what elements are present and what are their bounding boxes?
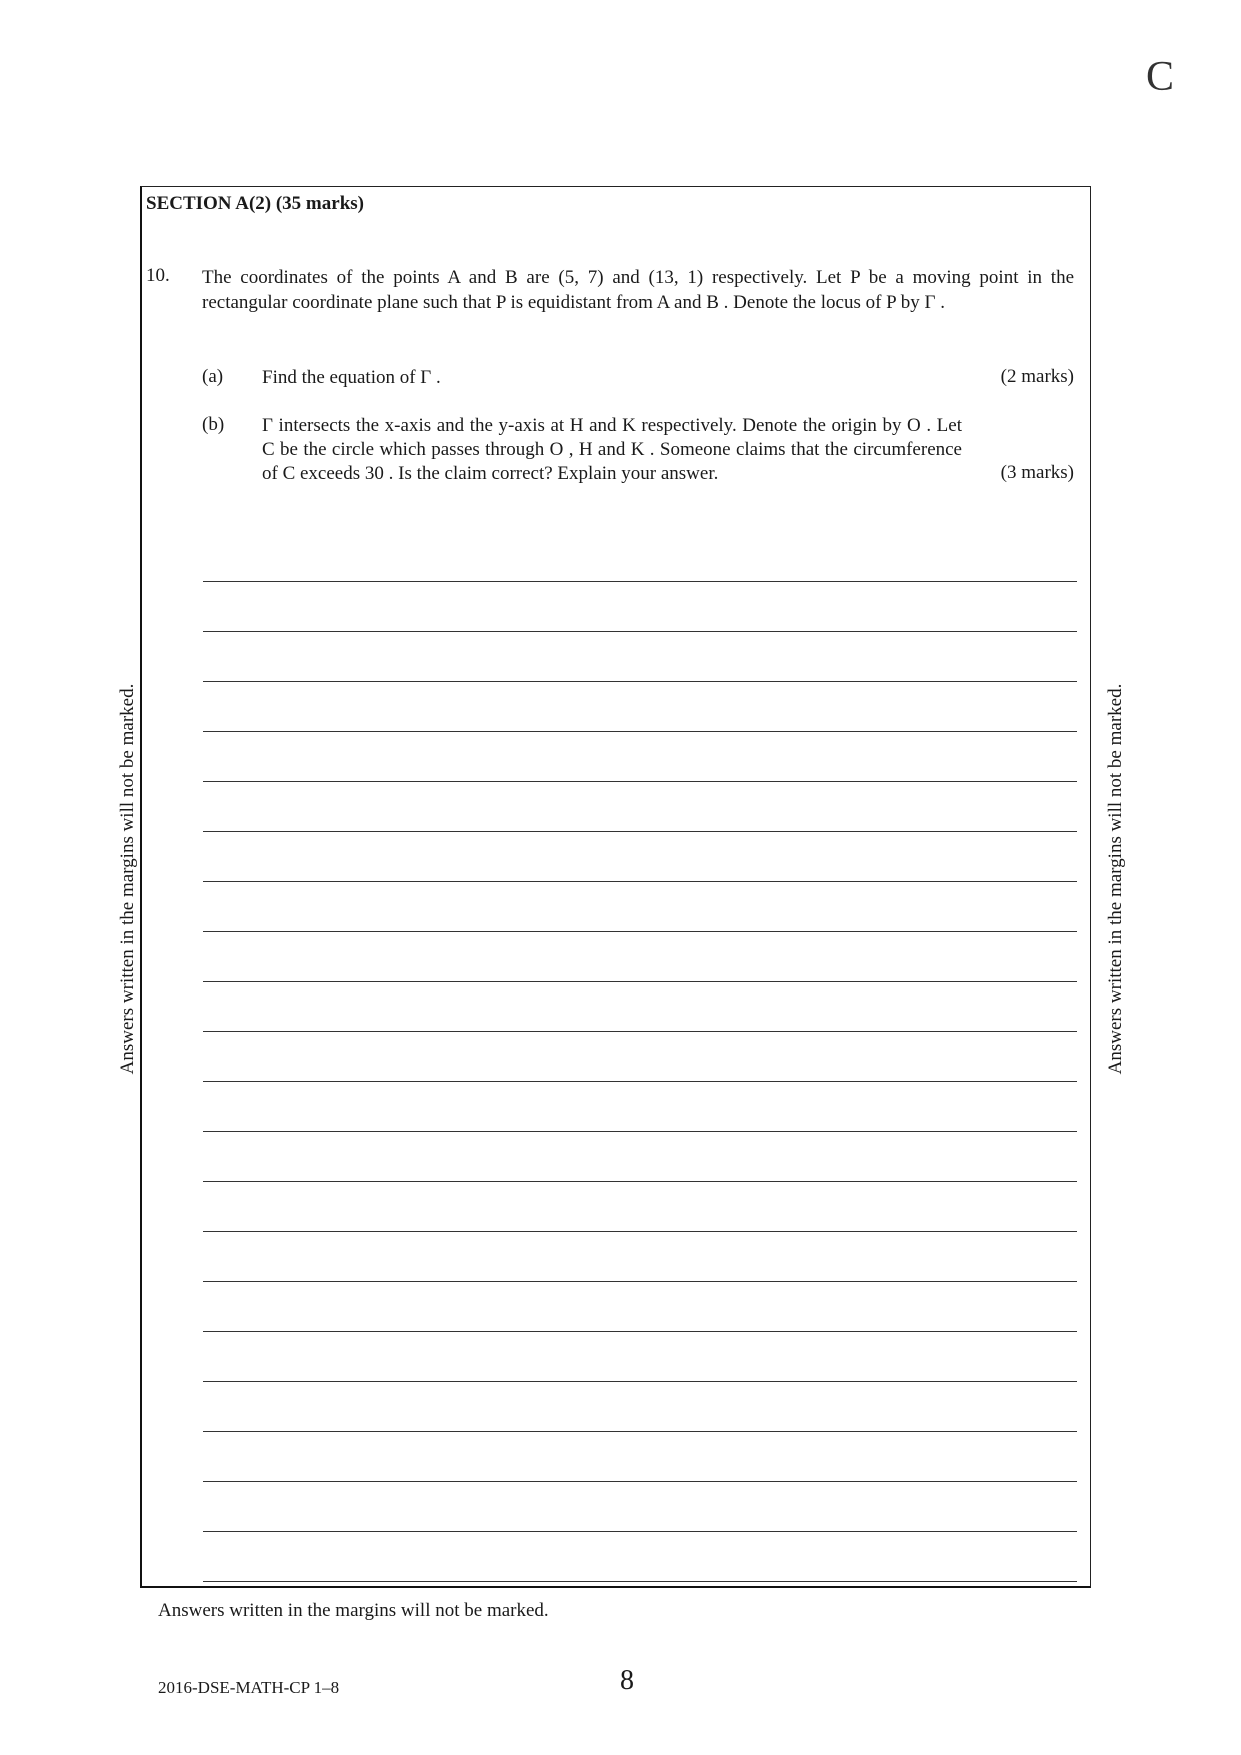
part-b-marks: (3 marks) xyxy=(1000,462,1074,483)
answer-line[interactable] xyxy=(203,1432,1077,1482)
answer-line[interactable] xyxy=(203,732,1077,782)
answer-line[interactable] xyxy=(203,1082,1077,1132)
answer-line[interactable] xyxy=(203,532,1077,582)
question-text: The coordinates of the points A and B are (5, 7) and (13, 1) respectively. Let P be a moving point in the rectangular coordinate plane such that P is equidistant from A and B . Denote the locus of P by Γ . xyxy=(202,267,1074,313)
section-title: SECTION A(2) (35 marks) xyxy=(146,193,364,214)
answer-line[interactable] xyxy=(203,1032,1077,1082)
question-number: 10. xyxy=(146,265,170,286)
answer-line[interactable] xyxy=(203,932,1077,982)
page-number: 8 xyxy=(620,1665,634,1696)
part-a-marks: (2 marks) xyxy=(1000,366,1074,387)
answer-line[interactable] xyxy=(203,582,1077,632)
answer-line[interactable] xyxy=(203,632,1077,682)
answer-line[interactable] xyxy=(203,1332,1077,1382)
part-a-label: (a) xyxy=(202,366,224,387)
part-b-label: (b) xyxy=(202,414,225,435)
answer-line[interactable] xyxy=(203,1282,1077,1332)
corner-mark: C xyxy=(1146,54,1175,100)
answer-line[interactable] xyxy=(203,1532,1077,1582)
margin-note-left: Answers written in the margins will not be marked. xyxy=(117,683,138,1075)
answer-line[interactable] xyxy=(203,832,1077,882)
paper-code: 2016-DSE-MATH-CP 1–8 xyxy=(158,1678,340,1697)
answer-line[interactable] xyxy=(203,1382,1077,1432)
answer-line[interactable] xyxy=(203,1482,1077,1532)
part-a-text: Find the equation of Γ . xyxy=(262,367,441,388)
answer-lines[interactable] xyxy=(203,532,1077,1582)
answer-line[interactable] xyxy=(203,982,1077,1032)
answer-line[interactable] xyxy=(203,882,1077,932)
answer-line[interactable] xyxy=(203,1182,1077,1232)
answer-line[interactable] xyxy=(203,1132,1077,1182)
answer-line[interactable] xyxy=(203,782,1077,832)
answer-line[interactable] xyxy=(203,682,1077,732)
answer-line[interactable] xyxy=(203,1232,1077,1282)
part-b-text: Γ intersects the x-axis and the y-axis at H and K respectively. Denote the origin by O . Let C be the circle which passes through O , H and K . Someone claims that the circumference of C exceeds 30 . Is the claim correct? Explain your answer. xyxy=(262,415,962,484)
bottom-margin-note: Answers written in the margins will not be marked. xyxy=(158,1600,549,1621)
margin-note-right: Answers written in the margins will not be marked. xyxy=(1105,683,1126,1075)
